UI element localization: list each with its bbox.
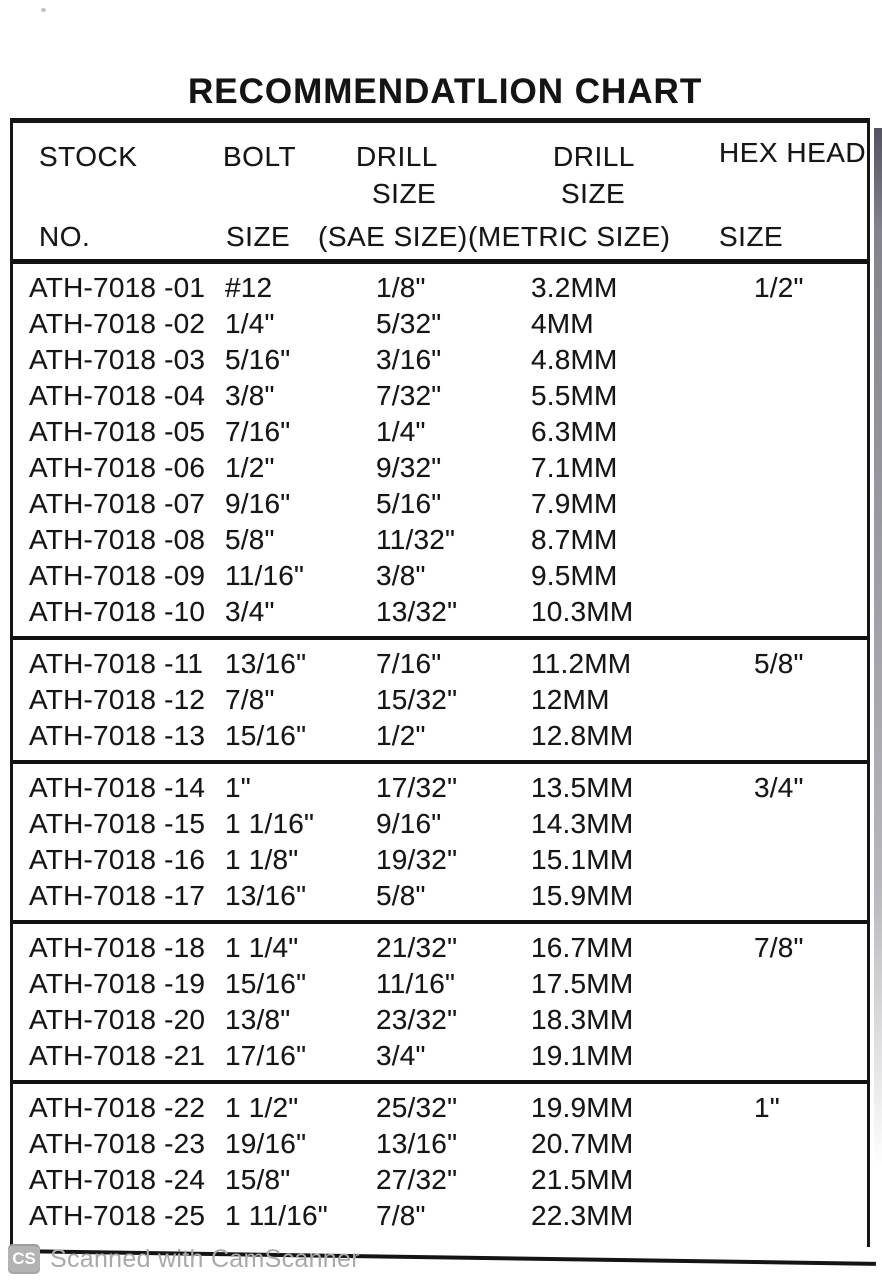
- metric-drill-size-cell: 4MM: [531, 308, 594, 339]
- bolt-size-cell: 15/16": [225, 968, 307, 999]
- table-row: [13, 378, 867, 414]
- table-row: [13, 594, 867, 630]
- table-row: [13, 414, 867, 450]
- bolt-size-cell: 1 1/8": [225, 844, 299, 875]
- bolt-size-cell: 15/8": [225, 1164, 291, 1195]
- stock-no-cell: ATH-7018 -23: [29, 1128, 206, 1159]
- camscanner-footer: [8, 1244, 360, 1274]
- table-row: [13, 1090, 867, 1126]
- sae-drill-size-cell: 5/8": [376, 880, 426, 911]
- table-section-3: [13, 764, 867, 924]
- sae-drill-size-cell: 27/32": [376, 1164, 458, 1195]
- table-row: [13, 450, 867, 486]
- bolt-size-cell: 7/8": [225, 684, 275, 715]
- table-row: [13, 486, 867, 522]
- header-drill-metric-size: SIZE: [561, 178, 626, 209]
- bolt-size-cell: 19/16": [225, 1128, 307, 1159]
- stock-no-cell: ATH-7018 -02: [29, 308, 206, 339]
- sae-drill-size-cell: 9/16": [376, 808, 442, 839]
- stock-no-cell: ATH-7018 -05: [29, 416, 206, 447]
- header-bolt-size: SIZE: [226, 221, 291, 252]
- bolt-size-cell: 1/4": [225, 308, 275, 339]
- metric-drill-size-cell: 18.3MM: [531, 1004, 634, 1035]
- bolt-size-cell: 3/8": [225, 380, 275, 411]
- bolt-size-cell: 1 11/16": [225, 1200, 328, 1231]
- table-row: [13, 1038, 867, 1074]
- table-row: [13, 878, 867, 914]
- bolt-size-cell: 13/8": [225, 1004, 291, 1035]
- metric-drill-size-cell: 4.8MM: [531, 344, 618, 375]
- stock-no-cell: ATH-7018 -06: [29, 452, 206, 483]
- metric-drill-size-cell: 21.5MM: [531, 1164, 634, 1195]
- stock-no-cell: ATH-7018 -07: [29, 488, 206, 519]
- bolt-size-cell: 1 1/16": [225, 808, 315, 839]
- stock-no-cell: ATH-7018 -21: [29, 1040, 206, 1071]
- header-stock-no: NO.: [39, 221, 91, 252]
- bolt-size-cell: 1": [225, 772, 251, 803]
- metric-drill-size-cell: 13.5MM: [531, 772, 634, 803]
- metric-drill-size-cell: 14.3MM: [531, 808, 634, 839]
- stock-no-cell: ATH-7018 -25: [29, 1200, 206, 1231]
- stock-no-cell: ATH-7018 -01: [29, 272, 206, 303]
- metric-drill-size-cell: 3.2MM: [531, 272, 618, 303]
- sae-drill-size-cell: 3/4": [376, 1040, 426, 1071]
- metric-drill-size-cell: 15.9MM: [531, 880, 634, 911]
- table-body: [13, 264, 867, 1240]
- bolt-size-cell: 15/16": [225, 720, 307, 751]
- sae-drill-size-cell: 7/8": [376, 1200, 426, 1231]
- stock-no-cell: ATH-7018 -16: [29, 844, 206, 875]
- page-edge-shadow: [874, 128, 882, 1168]
- sae-drill-size-cell: 1/4": [376, 416, 426, 447]
- stock-no-cell: ATH-7018 -17: [29, 880, 206, 911]
- table-row: [13, 522, 867, 558]
- stock-no-cell: ATH-7018 -14: [29, 772, 206, 803]
- bolt-size-cell: 1/2": [225, 452, 275, 483]
- bolt-size-cell: 13/16": [225, 648, 307, 679]
- sae-drill-size-cell: 13/32": [376, 596, 458, 627]
- bolt-size-cell: #12: [225, 272, 273, 303]
- table-row: [13, 930, 867, 966]
- bolt-size-cell: 5/8": [225, 524, 275, 555]
- stock-no-cell: ATH-7018 -04: [29, 380, 206, 411]
- table-row: [13, 1162, 867, 1198]
- hex-head-size-cell: 7/8": [754, 932, 804, 963]
- metric-drill-size-cell: 7.9MM: [531, 488, 618, 519]
- sae-drill-size-cell: 11/32": [376, 524, 456, 555]
- table-row: [13, 1002, 867, 1038]
- stock-no-cell: ATH-7018 -09: [29, 560, 206, 591]
- metric-drill-size-cell: 5.5MM: [531, 380, 618, 411]
- stock-no-cell: ATH-7018 -03: [29, 344, 206, 375]
- bolt-size-cell: 1 1/2": [225, 1092, 299, 1123]
- table-row: [13, 1198, 867, 1234]
- metric-drill-size-cell: 8.7MM: [531, 524, 618, 555]
- hex-head-size-cell: 1/2": [754, 272, 804, 303]
- sae-drill-size-cell: 3/8": [376, 560, 426, 591]
- sae-drill-size-cell: 15/32": [376, 684, 458, 715]
- metric-drill-size-cell: 17.5MM: [531, 968, 634, 999]
- stock-no-cell: ATH-7018 -11: [29, 648, 204, 679]
- header-hex-head: HEX HEAD: [719, 137, 867, 168]
- sae-drill-size-cell: 9/32": [376, 452, 442, 483]
- table-row: [13, 1126, 867, 1162]
- table-section-2: [13, 640, 867, 764]
- bolt-size-cell: 5/16": [225, 344, 291, 375]
- stock-no-cell: ATH-7018 -08: [29, 524, 206, 555]
- hex-head-size-cell: 3/4": [754, 772, 804, 803]
- header-drill-sae-size: SIZE: [372, 178, 437, 209]
- stock-no-cell: ATH-7018 -20: [29, 1004, 206, 1035]
- table-section-1: [13, 264, 867, 640]
- table-row: [13, 842, 867, 878]
- sae-drill-size-cell: 5/32": [376, 308, 442, 339]
- stock-no-cell: ATH-7018 -24: [29, 1164, 206, 1195]
- sae-drill-size-cell: 7/32": [376, 380, 442, 411]
- header-drill-metric: DRILL: [553, 141, 635, 172]
- table-section-5: [13, 1084, 867, 1240]
- recommendation-chart-table: [10, 118, 870, 1247]
- stock-no-cell: ATH-7018 -12: [29, 684, 206, 715]
- bolt-size-cell: 17/16": [225, 1040, 307, 1071]
- metric-drill-size-cell: 16.7MM: [531, 932, 634, 963]
- stock-no-cell: ATH-7018 -13: [29, 720, 206, 751]
- bolt-size-cell: 9/16": [225, 488, 291, 519]
- sae-drill-size-cell: 17/32": [376, 772, 458, 803]
- sae-drill-size-cell: 13/16": [376, 1128, 458, 1159]
- scan-artifact-dot: [41, 8, 46, 12]
- metric-drill-size-cell: 19.9MM: [531, 1092, 634, 1123]
- metric-drill-size-cell: 9.5MM: [531, 560, 618, 591]
- table-section-4: [13, 924, 867, 1084]
- sae-drill-size-cell: 5/16": [376, 488, 442, 519]
- sae-drill-size-cell: 21/32": [376, 932, 458, 963]
- stock-no-cell: ATH-7018 -18: [29, 932, 206, 963]
- table-row: [13, 270, 867, 306]
- camscanner-icon: CS: [8, 1244, 40, 1274]
- metric-drill-size-cell: 7.1MM: [531, 452, 618, 483]
- metric-drill-size-cell: 12.8MM: [531, 720, 634, 751]
- metric-drill-size-cell: 11.2MM: [531, 648, 632, 679]
- table-row: [13, 966, 867, 1002]
- metric-drill-size-cell: 20.7MM: [531, 1128, 634, 1159]
- table-row: [13, 718, 867, 754]
- metric-drill-size-cell: 19.1MM: [531, 1040, 634, 1071]
- metric-drill-size-cell: 10.3MM: [531, 596, 634, 627]
- stock-no-cell: ATH-7018 -19: [29, 968, 206, 999]
- sae-drill-size-cell: 1/8": [376, 272, 426, 303]
- bolt-size-cell: 11/16": [225, 560, 305, 591]
- sae-drill-size-cell: 7/16": [376, 648, 442, 679]
- sae-drill-size-cell: 11/16": [376, 968, 456, 999]
- bolt-size-cell: 13/16": [225, 880, 307, 911]
- sae-drill-size-cell: 19/32": [376, 844, 458, 875]
- table-row: [13, 770, 867, 806]
- stock-no-cell: ATH-7018 -15: [29, 808, 206, 839]
- metric-drill-size-cell: 6.3MM: [531, 416, 618, 447]
- table-row: [13, 806, 867, 842]
- hex-head-size-cell: 5/8": [754, 648, 804, 679]
- table-row: [13, 682, 867, 718]
- table-row: [13, 342, 867, 378]
- table-row: [13, 646, 867, 682]
- bolt-size-cell: 3/4": [225, 596, 275, 627]
- bolt-size-cell: 7/16": [225, 416, 291, 447]
- stock-no-cell: ATH-7018 -22: [29, 1092, 206, 1123]
- metric-drill-size-cell: 12MM: [531, 684, 610, 715]
- metric-drill-size-cell: 22.3MM: [531, 1200, 634, 1231]
- table-row: [13, 558, 867, 594]
- table-row: [13, 306, 867, 342]
- sae-drill-size-cell: 23/32": [376, 1004, 458, 1035]
- sae-drill-size-cell: 3/16": [376, 344, 442, 375]
- table-header: [13, 123, 867, 264]
- bolt-size-cell: 1 1/4": [225, 932, 299, 963]
- hex-head-size-cell: 1": [754, 1092, 780, 1123]
- header-hex-size: SIZE: [719, 221, 784, 252]
- camscanner-text: Scanned with CamScanner: [50, 1244, 360, 1273]
- header-sae-size-label: (SAE SIZE): [318, 221, 468, 252]
- header-metric-size-label: (METRIC SIZE): [468, 221, 671, 252]
- sae-drill-size-cell: 25/32": [376, 1092, 458, 1123]
- header-bolt: BOLT: [223, 141, 297, 172]
- stock-no-cell: ATH-7018 -10: [29, 596, 206, 627]
- sae-drill-size-cell: 1/2": [376, 720, 426, 751]
- header-drill-sae: DRILL: [356, 141, 438, 172]
- page-title: RECOMMENDATLION CHART: [188, 72, 703, 111]
- header-stock: STOCK: [39, 141, 138, 172]
- metric-drill-size-cell: 15.1MM: [531, 844, 634, 875]
